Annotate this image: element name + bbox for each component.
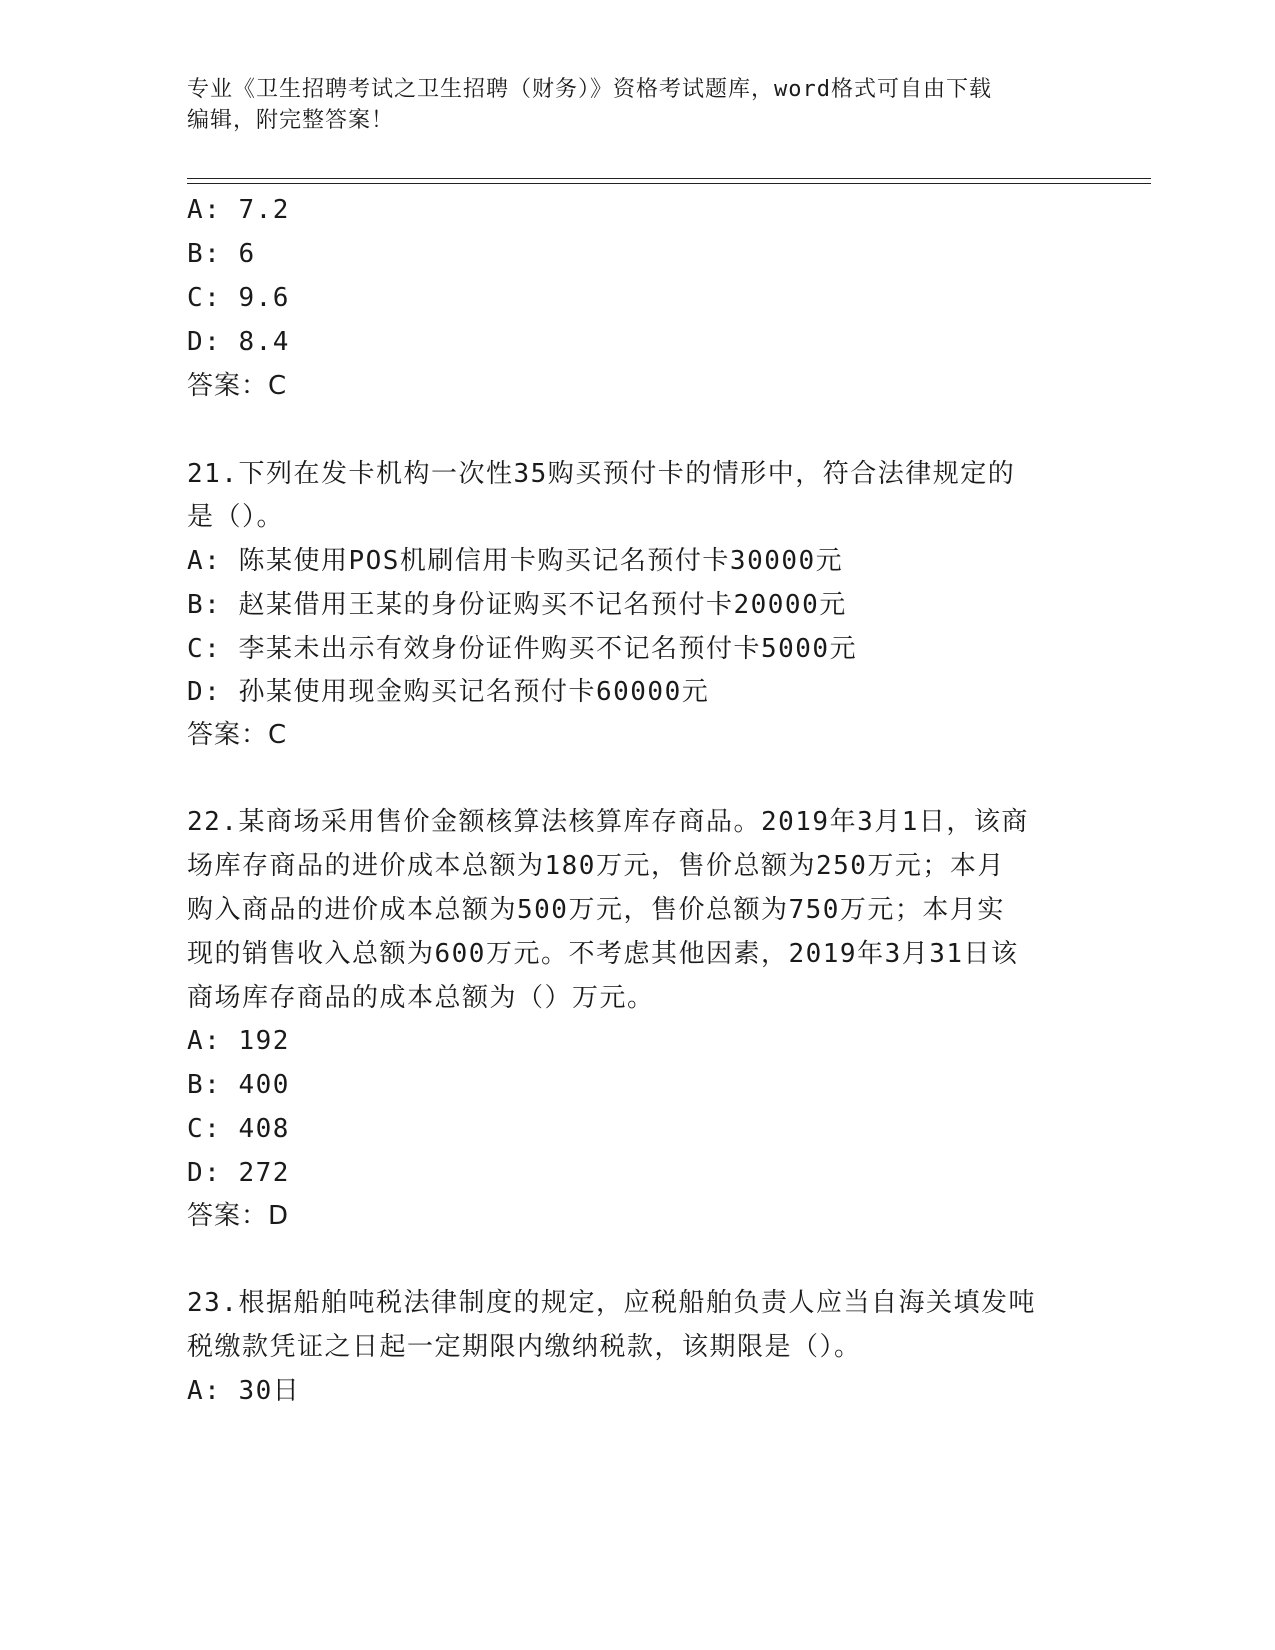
q22-stem-line-1: 22.某商场采用售价金额核算法核算库存商品。2019年3月1日，该商: [187, 807, 1029, 837]
q22-option-b: B: 400: [187, 1070, 290, 1100]
q22-stem-line-2: 场库存商品的进价成本总额为180万元，售价总额为250万元；本月: [187, 851, 1005, 881]
q22-option-c: C: 408: [187, 1114, 290, 1144]
q22-stem-line-3: 购入商品的进价成本总额为500万元，售价总额为750万元；本月实: [187, 895, 1005, 925]
q20-option-c: C: 9.6: [187, 283, 290, 313]
header-line-2: 编辑，附完整答案！: [187, 108, 395, 133]
q23-stem-line-1: 23.根据船舶吨税法律制度的规定，应税船舶负责人应当自海关填发吨: [187, 1288, 1036, 1318]
header-divider-top: [187, 178, 1151, 179]
q22-option-d: D: 272: [187, 1158, 290, 1188]
q21-answer: 答案：C: [187, 720, 288, 750]
q23-stem-line-2: 税缴款凭证之日起一定期限内缴纳税款，该期限是（）。: [187, 1332, 862, 1362]
q21-option-d: D: 孙某使用现金购买记名预付卡60000元: [187, 677, 710, 707]
q20-option-b: B: 6: [187, 239, 256, 269]
q21-option-a: A: 陈某使用POS机刷信用卡购买记名预付卡30000元: [187, 546, 844, 576]
q22-stem-line-4: 现的销售收入总额为600万元。不考虑其他因素，2019年3月31日该: [187, 939, 1019, 969]
document-header: [187, 74, 1087, 136]
header-divider-bottom: [187, 183, 1151, 184]
q22-stem-line-5: 商场库存商品的成本总额为（）万元。: [187, 983, 655, 1013]
q20-option-d: D: 8.4: [187, 327, 290, 357]
q21-option-b: B: 赵某借用王某的身份证购买不记名预付卡20000元: [187, 590, 847, 620]
q20-answer: 答案：C: [187, 371, 288, 401]
q21-stem-line-1: 21.下列在发卡机构一次性35购买预付卡的情形中，符合法律规定的: [187, 459, 1016, 489]
q22-option-a: A: 192: [187, 1026, 290, 1056]
q21-option-c: C: 李某未出示有效身份证件购买不记名预付卡5000元: [187, 634, 858, 664]
q23-option-a: A: 30日: [187, 1376, 301, 1406]
q22-answer: 答案：D: [187, 1201, 290, 1231]
q20-option-a: A: 7.2: [187, 195, 290, 225]
header-line-1: 专业《卫生招聘考试之卫生招聘（财务）》资格考试题库，word格式可自由下载: [187, 77, 992, 102]
q21-stem-line-2: 是（）。: [187, 502, 285, 532]
